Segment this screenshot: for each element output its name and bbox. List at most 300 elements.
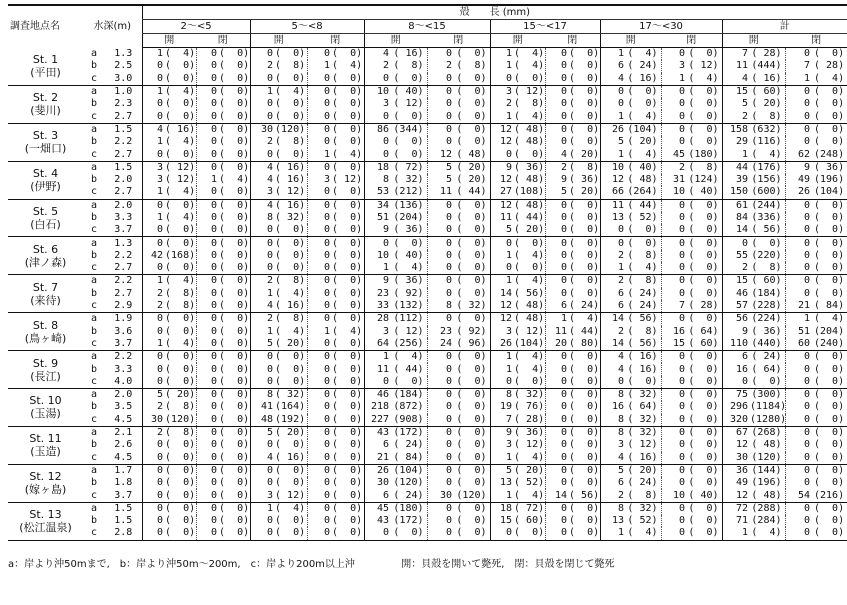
- density-cell: ( 0): [627, 86, 658, 98]
- count-cell: 28: [364, 313, 391, 326]
- density-cell: (212): [391, 186, 427, 199]
- density-cell: ( 0): [332, 110, 363, 122]
- density-cell: (908): [391, 414, 427, 427]
- open-header: 開: [600, 34, 661, 48]
- density-cell: ( 0): [275, 363, 306, 375]
- density-cell: ( 8): [627, 325, 658, 337]
- station-id: St. 10: [29, 394, 62, 408]
- count-cell: 12: [490, 313, 514, 326]
- count-cell: 158: [722, 123, 750, 136]
- density-cell: ( 0): [219, 427, 250, 439]
- count-cell: 0: [307, 363, 332, 375]
- count-cell: 0: [142, 351, 165, 364]
- density-cell: (248): [812, 148, 847, 161]
- depth-value: 2.2: [114, 275, 133, 287]
- count-cell: 1: [490, 363, 514, 375]
- count-cell: 2: [142, 401, 165, 413]
- density-cell: ( 0): [332, 199, 363, 211]
- density-cell: ( 16): [275, 174, 306, 186]
- count-cell: 0: [722, 237, 750, 250]
- density-cell: ( 40): [687, 186, 722, 199]
- depth-value: 2.0: [114, 174, 133, 186]
- count-cell: 57: [722, 300, 750, 313]
- count-cell: 4: [250, 452, 275, 465]
- density-cell: ( 8): [275, 136, 306, 148]
- count-cell: 1: [490, 351, 514, 364]
- density-cell: ( 0): [514, 527, 545, 539]
- zone-label: c: [83, 262, 105, 275]
- station-place: (津ノ森): [24, 255, 67, 269]
- depth-value: 2.7: [105, 186, 142, 199]
- density-cell: ( 0): [219, 363, 250, 375]
- density-cell: ( 0): [456, 199, 487, 211]
- count-cell: 0: [785, 363, 812, 375]
- count-cell: 43: [364, 426, 391, 439]
- count-cell: 0: [490, 376, 514, 389]
- count-cell: 1: [142, 186, 165, 199]
- density-cell: (632): [751, 123, 782, 135]
- density-cell: ( 4): [275, 325, 306, 337]
- density-cell: ( 4): [275, 86, 306, 98]
- site-name-header: 調査地点名: [8, 5, 83, 48]
- density-cell: ( 0): [569, 451, 600, 463]
- table-row: [8, 326, 847, 338]
- count-cell: 11: [600, 199, 626, 212]
- density-cell: (204): [814, 325, 845, 337]
- count-cell: 2: [250, 60, 275, 72]
- count-cell: 23: [364, 288, 391, 300]
- zone-label: a: [90, 47, 98, 59]
- density-cell: ( 0): [219, 401, 250, 413]
- density-cell: ( 0): [165, 515, 196, 527]
- count-cell: 4: [600, 73, 626, 86]
- count-cell: 0: [196, 338, 219, 351]
- count-cell: 5: [250, 426, 275, 439]
- density-cell: (168): [165, 249, 196, 261]
- table-row: [8, 110, 847, 123]
- density-cell: (872): [393, 401, 424, 413]
- density-cell: ( 36): [814, 161, 845, 173]
- count-cell: 0: [196, 313, 219, 326]
- density-cell: ( 60): [514, 515, 545, 527]
- count-cell: 0: [196, 363, 219, 375]
- count-cell: 3: [490, 85, 514, 98]
- count-cell: 10: [364, 85, 391, 98]
- density-cell: ( 0): [332, 224, 363, 236]
- count-cell: 1: [785, 73, 812, 86]
- density-cell: ( 8): [750, 262, 785, 275]
- density-cell: (196): [814, 174, 845, 186]
- count-cell: 0: [250, 515, 275, 527]
- density-cell: ( 16): [393, 48, 424, 60]
- density-cell: ( 0): [454, 452, 490, 465]
- density-cell: (264): [626, 186, 661, 199]
- density-cell: ( 0): [569, 363, 600, 375]
- station-place: (松江温泉): [19, 521, 72, 535]
- density-cell: ( 0): [456, 351, 487, 363]
- count-cell: 11: [490, 212, 514, 224]
- count-cell: 0: [307, 288, 332, 300]
- station-name: [8, 237, 83, 275]
- count-cell: 0: [196, 60, 219, 72]
- density-cell: ( 0): [688, 464, 719, 476]
- density-cell: (1280): [750, 413, 787, 425]
- count-cell: 51: [364, 212, 391, 224]
- count-cell: 9: [364, 275, 391, 288]
- density-cell: ( 0): [332, 502, 363, 514]
- table-row: [8, 136, 847, 148]
- count-cell: 8: [490, 389, 514, 402]
- count-cell: 5: [545, 186, 569, 199]
- count-cell: 0: [785, 426, 812, 439]
- count-cell: 1: [545, 313, 569, 326]
- density-cell: ( 48): [627, 174, 658, 186]
- count-cell: 0: [427, 414, 454, 427]
- density-cell: ( 0): [391, 110, 427, 123]
- density-cell: ( 8): [275, 275, 306, 287]
- density-cell: ( 32): [275, 389, 306, 401]
- count-cell: 0: [250, 237, 275, 250]
- count-cell: 0: [427, 464, 454, 477]
- density-cell: ( 36): [514, 427, 545, 439]
- density-cell: ( 60): [751, 86, 782, 98]
- count-cell: 49: [785, 174, 812, 186]
- density-cell: ( 20): [569, 186, 600, 198]
- count-cell: 6: [364, 489, 391, 502]
- count-cell: 0: [490, 237, 514, 250]
- count-cell: 0: [307, 123, 332, 136]
- density-cell: ( 0): [456, 287, 487, 299]
- density-cell: (104): [393, 464, 424, 476]
- count-cell: 0: [785, 527, 812, 540]
- count-cell: 9: [722, 326, 750, 338]
- count-cell: 0: [545, 363, 569, 375]
- count-cell: 0: [196, 199, 219, 212]
- count-cell: 0: [785, 401, 812, 413]
- count-cell: 3: [490, 439, 514, 451]
- density-cell: ( 0): [814, 237, 845, 249]
- water-depth-header: 水深(m): [83, 5, 142, 48]
- density-cell: ( 4): [393, 351, 424, 363]
- count-cell: 0: [427, 250, 454, 262]
- density-cell: (284): [751, 515, 782, 527]
- zone-label: c: [83, 338, 105, 351]
- count-cell: 4: [142, 123, 165, 136]
- density-cell: ( 4): [514, 351, 545, 363]
- count-cell: 1: [490, 452, 514, 465]
- density-cell: ( 0): [332, 300, 363, 312]
- density-cell: ( 0): [332, 477, 363, 489]
- count-cell: 15: [722, 85, 750, 98]
- count-cell: 0: [196, 401, 219, 413]
- density-cell: ( 24): [627, 60, 658, 72]
- density-cell: ( 64): [627, 401, 658, 413]
- depth-value: 2.7: [105, 148, 142, 161]
- count-cell: 11: [427, 186, 454, 199]
- count-cell: 4: [600, 363, 626, 375]
- station-name: [8, 464, 83, 502]
- count-cell: 3: [142, 161, 165, 174]
- density-cell: ( 0): [332, 451, 363, 463]
- density-cell: ( 0): [456, 123, 487, 135]
- table-row: [8, 426, 847, 439]
- depth-value: 1.5: [114, 123, 133, 135]
- density-cell: ( 52): [627, 515, 658, 527]
- zone-label: b: [90, 363, 98, 375]
- density-cell: ( 0): [514, 237, 545, 249]
- count-cell: 0: [307, 515, 332, 527]
- density-cell: ( 0): [687, 224, 722, 237]
- count-cell: 5: [142, 389, 165, 402]
- station-place: (来待): [30, 293, 61, 307]
- count-cell: 0: [427, 351, 454, 364]
- count-cell: 0: [250, 477, 275, 489]
- count-cell: 0: [196, 300, 219, 313]
- density-cell: ( 0): [456, 363, 487, 375]
- density-cell: ( 0): [456, 136, 487, 148]
- open-header: 開: [490, 34, 545, 48]
- count-cell: 0: [785, 464, 812, 477]
- zone-label: c: [83, 300, 105, 313]
- density-cell: (176): [751, 161, 782, 173]
- count-cell: 0: [427, 288, 454, 300]
- density-cell: ( 0): [812, 452, 847, 465]
- count-cell: 0: [545, 136, 569, 148]
- density-cell: ( 0): [814, 136, 845, 148]
- density-cell: ( 8): [275, 313, 306, 325]
- density-cell: ( 0): [165, 110, 196, 122]
- table-row: [8, 489, 847, 502]
- density-cell: ( 0): [569, 48, 600, 60]
- density-cell: ( 0): [219, 72, 250, 84]
- count-cell: 0: [661, 515, 687, 527]
- density-cell: ( 4): [219, 174, 250, 186]
- count-cell: 4: [600, 452, 626, 465]
- density-cell: ( 8): [456, 60, 487, 72]
- density-cell: ( 0): [569, 199, 600, 211]
- depth-value: 1.5: [114, 502, 133, 514]
- density-cell: ( 4): [514, 275, 545, 287]
- density-cell: ( 0): [569, 464, 600, 476]
- count-cell: 0: [427, 199, 454, 212]
- count-cell: 0: [490, 527, 514, 540]
- shell-mortality-table: [8, 4, 847, 541]
- count-cell: 0: [545, 237, 569, 250]
- density-cell: (196): [751, 477, 782, 489]
- count-cell: 2: [250, 136, 275, 148]
- count-cell: 31: [661, 174, 687, 186]
- density-cell: ( 20): [275, 337, 306, 349]
- count-cell: 1: [250, 288, 275, 300]
- station-name: [8, 123, 83, 161]
- density-cell: (300): [751, 389, 782, 401]
- density-cell: ( 24): [751, 351, 782, 363]
- density-cell: ( 0): [569, 439, 600, 451]
- count-cell: 0: [427, 389, 454, 402]
- density-cell: ( 24): [627, 477, 658, 489]
- density-cell: ( 0): [219, 300, 250, 312]
- count-cell: 8: [600, 426, 626, 439]
- density-cell: (136): [393, 199, 424, 211]
- density-cell: ( 0): [569, 262, 600, 274]
- density-cell: ( 0): [219, 262, 250, 274]
- count-cell: 0: [250, 363, 275, 375]
- density-cell: ( 0): [219, 389, 250, 401]
- density-cell: ( 0): [275, 477, 306, 489]
- zone-label: a: [90, 351, 98, 363]
- density-cell: ( 0): [165, 224, 196, 236]
- count-cell: 86: [364, 123, 391, 136]
- count-cell: 0: [250, 527, 275, 540]
- count-cell: 3: [661, 60, 687, 72]
- depth-legend: a：岸より沖50mまで, b：岸より沖50m～200m, c：岸より200m以上沖: [8, 558, 355, 570]
- count-cell: 0: [196, 389, 219, 402]
- count-cell: 8: [250, 389, 275, 402]
- density-cell: ( 0): [275, 72, 306, 84]
- zone-label: b: [90, 325, 98, 337]
- count-cell: 0: [785, 48, 812, 61]
- density-cell: ( 0): [569, 477, 600, 489]
- density-cell: ( 0): [814, 363, 845, 375]
- density-cell: ( 8): [165, 427, 196, 439]
- count-cell: 2: [364, 60, 391, 72]
- density-cell: ( 0): [332, 337, 363, 349]
- density-cell: ( 0): [219, 464, 250, 476]
- density-cell: ( 48): [750, 489, 785, 502]
- density-cell: (120): [393, 477, 424, 489]
- count-cell: 4: [364, 48, 391, 61]
- density-cell: ( 32): [627, 502, 658, 514]
- density-cell: ( 0): [688, 212, 719, 223]
- count-cell: 1: [600, 48, 626, 61]
- density-cell: ( 0): [456, 212, 487, 223]
- station-place: (長江): [30, 369, 61, 383]
- count-cell: 0: [427, 85, 454, 98]
- density-cell: ( 0): [219, 489, 250, 501]
- count-cell: 0: [785, 136, 812, 148]
- table-row: [8, 199, 847, 212]
- density-cell: ( 0): [569, 427, 600, 439]
- density-cell: ( 20): [627, 136, 658, 148]
- size-class-header: 15～<17: [490, 20, 600, 34]
- density-cell: ( 0): [688, 515, 719, 527]
- density-cell: ( 0): [688, 287, 719, 299]
- count-cell: 0: [196, 110, 219, 123]
- count-cell: 0: [661, 477, 687, 489]
- count-cell: 39: [722, 174, 750, 186]
- density-cell: ( 0): [219, 375, 250, 387]
- density-cell: ( 0): [814, 86, 845, 98]
- zone-label: a: [90, 275, 98, 287]
- density-cell: ( 4): [165, 186, 196, 198]
- density-cell: ( 0): [627, 237, 658, 249]
- count-cell: 0: [785, 250, 812, 262]
- depth-value: 3.3: [114, 212, 133, 223]
- table-row: [8, 502, 847, 515]
- count-cell: 71: [722, 515, 750, 527]
- table-row: [8, 212, 847, 224]
- density-cell: ( 0): [514, 148, 545, 160]
- count-cell: 1: [722, 148, 750, 161]
- count-cell: 0: [307, 275, 332, 288]
- count-cell: 0: [427, 527, 454, 540]
- density-cell: ( 84): [391, 452, 427, 465]
- count-cell: 1: [142, 48, 165, 61]
- density-cell: ( 0): [219, 477, 250, 489]
- density-cell: ( 0): [456, 502, 487, 514]
- count-cell: 12: [722, 489, 750, 502]
- count-cell: 0: [307, 262, 332, 275]
- density-cell: ( 16): [275, 451, 306, 463]
- count-cell: 1: [490, 48, 514, 61]
- density-cell: ( 72): [393, 161, 424, 173]
- count-cell: 150: [722, 186, 750, 199]
- density-cell: ( 0): [812, 376, 847, 389]
- density-cell: (116): [751, 136, 782, 148]
- count-cell: 18: [364, 161, 391, 174]
- table-row: [8, 237, 847, 250]
- density-cell: ( 0): [569, 375, 600, 387]
- count-cell: 0: [307, 98, 332, 110]
- density-cell: ( 0): [814, 401, 845, 413]
- count-cell: 6: [600, 477, 626, 489]
- count-cell: 0: [785, 85, 812, 98]
- count-cell: 14: [490, 288, 514, 300]
- count-cell: 11: [722, 60, 750, 72]
- count-cell: 9: [785, 161, 812, 174]
- count-cell: 0: [545, 502, 569, 515]
- density-cell: (108): [514, 186, 545, 198]
- count-cell: 0: [196, 224, 219, 237]
- table-row: [8, 363, 847, 375]
- count-cell: 0: [307, 426, 332, 439]
- size-class-header: 5～<8: [250, 20, 364, 34]
- density-cell: ( 48): [514, 123, 545, 135]
- count-cell: 15: [490, 515, 514, 527]
- density-cell: ( 8): [165, 401, 196, 413]
- density-cell: (268): [751, 427, 782, 439]
- zone-label: b: [90, 212, 98, 223]
- count-cell: 26: [785, 186, 812, 199]
- density-cell: ( 0): [569, 502, 600, 514]
- count-cell: 12: [490, 174, 514, 186]
- count-cell: 0: [196, 250, 219, 262]
- count-cell: 10: [661, 489, 687, 502]
- density-cell: ( 0): [569, 401, 600, 413]
- density-cell: ( 8): [514, 98, 545, 110]
- density-cell: ( 0): [219, 337, 250, 349]
- count-cell: 19: [490, 401, 514, 413]
- count-cell: 7: [661, 300, 687, 313]
- density-cell: ( 8): [275, 60, 306, 72]
- count-cell: 3: [250, 489, 275, 502]
- density-cell: ( 4): [514, 60, 545, 72]
- count-cell: 1: [250, 326, 275, 338]
- density-cell: ( 4): [569, 313, 600, 325]
- density-cell: ( 44): [627, 199, 658, 211]
- density-cell: ( 16): [275, 199, 306, 211]
- table-row: [8, 186, 847, 199]
- zone-label: a: [90, 389, 98, 401]
- count-cell: 0: [600, 224, 626, 237]
- density-cell: ( 0): [814, 287, 845, 299]
- station-place: (嫁ヶ島): [24, 483, 67, 497]
- density-cell: ( 0): [219, 351, 250, 363]
- density-cell: (104): [812, 186, 847, 199]
- count-cell: 0: [142, 489, 165, 502]
- count-cell: 0: [364, 376, 391, 389]
- station-id: St. 3: [32, 129, 59, 143]
